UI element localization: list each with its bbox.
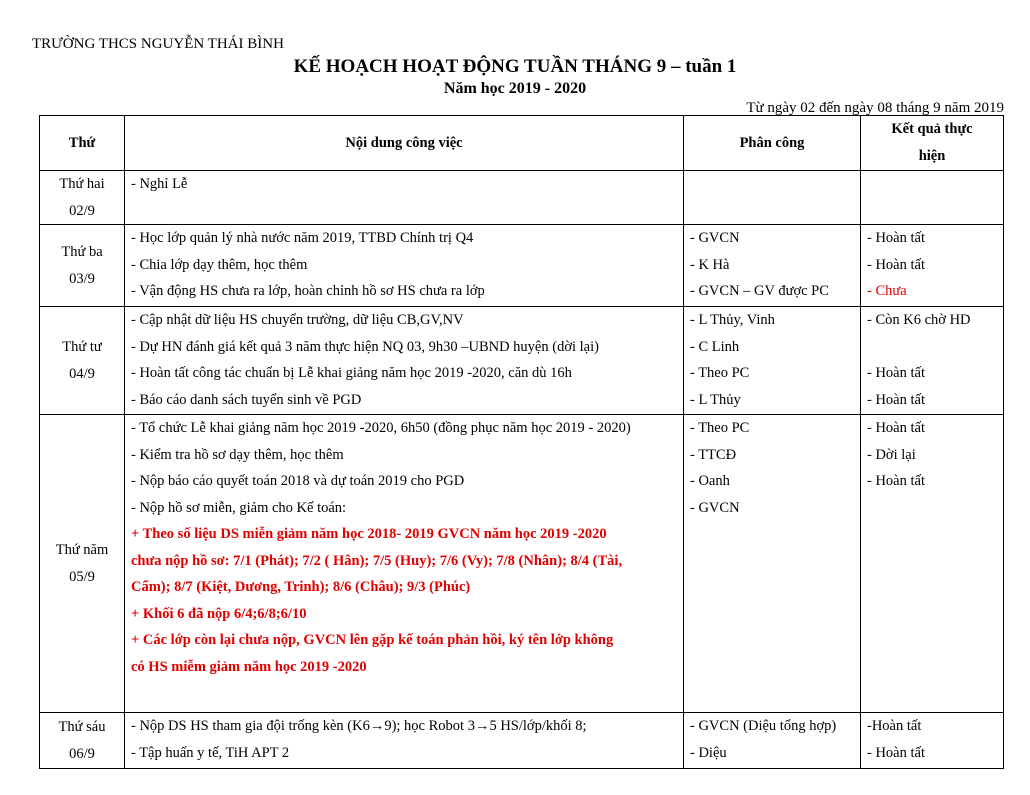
result-cell	[861, 225, 1004, 307]
content-line: - Hoàn tất công tác chuẩn bị Lễ khai giảng năm học 2019 -2020, căn dù 16h	[131, 365, 572, 381]
school-name: TRƯỜNG THCS NGUYỄN THÁI BÌNH	[32, 36, 284, 52]
result-cell	[861, 307, 1004, 415]
result-line: - Hoàn tất	[867, 256, 925, 273]
content-line: - Học lớp quản lý nhà nước năm 2019, TTBD Chính trị Q4	[131, 230, 474, 246]
content-line: - Nộp DS HS tham gia đội trống kèn (K6→9); học Robot 3→5 HS/lớp/khối 8;	[131, 718, 587, 734]
result-line: - Hoàn tất	[867, 230, 925, 246]
day-date: 05/9	[69, 568, 95, 585]
assign-line: - C Linh	[690, 338, 740, 355]
content-cell	[125, 171, 684, 225]
result-cell	[861, 415, 1004, 713]
day-name: Thứ năm	[55, 542, 109, 558]
content-cell	[125, 225, 684, 307]
content-line: - Tập huấn y tế, TiH APT 2	[131, 744, 290, 761]
assign-cell	[684, 171, 861, 225]
content-line: - Vận động HS chưa ra lớp, hoàn chỉnh hồ sơ HS chưa ra lớp	[131, 283, 485, 299]
assign-line: - GVCN (Diệu tổng hợp)	[690, 718, 837, 734]
assign-line: - K Hà	[690, 256, 730, 273]
day-cell	[40, 713, 125, 769]
table-row	[40, 225, 1004, 307]
school-year: Năm học 2019 - 2020	[443, 80, 587, 97]
day-date: 04/9	[69, 365, 95, 382]
day-date: 02/9	[69, 202, 95, 219]
result-line: - Hoàn tất	[867, 391, 925, 408]
table-row	[40, 171, 1004, 225]
content-line: - Tổ chức Lễ khai giảng năm học 2019 -2020, 6h50 (đồng phục năm học 2019 - 2020)	[131, 420, 631, 436]
day-cell	[40, 415, 125, 713]
day-date: 06/9	[69, 745, 95, 762]
result-line: - Còn K6 chờ HD	[867, 312, 971, 328]
assign-cell	[684, 307, 861, 415]
content-cell	[125, 307, 684, 415]
day-cell	[40, 307, 125, 415]
content-line: - Nộp báo cáo quyết toán 2018 và dự toán 2019 cho PGD	[131, 473, 465, 489]
date-range: Từ ngày 02 đến ngày 08 tháng 9 năm 2019	[746, 100, 1004, 116]
day-name: Thứ hai	[59, 176, 105, 192]
result-line: -Hoàn tất	[867, 718, 922, 734]
assign-line: - Oanh	[690, 473, 730, 489]
day-name: Thứ ba	[61, 244, 103, 260]
content-cell	[125, 415, 684, 713]
highlight-line: + Các lớp còn lại chưa nộp, GVCN lên gặp kế toán phản hồi, ký tên lớp không	[131, 632, 614, 648]
content-line: - Nộp hồ sơ miễn, giảm cho Kế toán:	[131, 499, 347, 516]
assign-line: - Diệu	[690, 744, 727, 761]
table-row	[40, 307, 1004, 415]
table-row	[40, 415, 1004, 713]
day-cell	[40, 225, 125, 307]
header-content: Nội dung công việc	[125, 116, 684, 171]
table-row	[40, 713, 1004, 769]
assign-cell	[684, 415, 861, 713]
content-cell	[125, 713, 684, 769]
day-date: 03/9	[69, 270, 95, 287]
header-assign: Phân công	[684, 116, 861, 171]
assign-line: - TTCĐ	[690, 446, 737, 463]
content-line: - Kiểm tra hồ sơ dạy thêm, học thêm	[131, 446, 344, 463]
result-line: - Hoàn tất	[867, 744, 925, 761]
content-line: - Chia lớp dạy thêm, học thêm	[131, 256, 308, 273]
header-result-line2: hiện	[918, 148, 946, 164]
assign-cell	[684, 713, 861, 769]
header-result-line1: Kết quả thực	[891, 121, 973, 137]
assign-line: - L Thủy, Vinh	[690, 312, 775, 328]
result-cell	[861, 713, 1004, 769]
content-line: - Báo cáo danh sách tuyển sinh về PGD	[131, 391, 362, 408]
assign-line: - GVCN – GV được PC	[690, 283, 829, 299]
content-line: - Dự HN đánh giá kết quả 3 năm thực hiện NQ 03, 9h30 –UBND huyện (dời lại)	[131, 338, 599, 355]
assign-cell	[684, 225, 861, 307]
content-line: - Nghỉ Lễ	[131, 176, 188, 192]
result-line: - Hoàn tất	[867, 420, 925, 436]
table-header-row	[40, 116, 1004, 171]
result-cell	[861, 171, 1004, 225]
assign-line: - Theo PC	[690, 365, 750, 381]
result-line-pending: - Chưa	[867, 283, 907, 299]
day-name: Thứ tư	[62, 339, 102, 355]
highlight-line: chưa nộp hồ sơ: 7/1 (Phát); 7/2 ( Hân); 7/5 (Huy); 7/6 (Vy); 7/8 (Nhân); 8/4 (Tài,	[131, 552, 623, 569]
day-cell	[40, 171, 125, 225]
result-line: - Hoàn tất	[867, 473, 925, 489]
highlight-line: có HS miễm giảm năm học 2019 -2020	[131, 658, 367, 675]
result-line: - Hoàn tất	[867, 365, 925, 381]
assign-line: - L Thủy	[690, 391, 741, 408]
weekly-plan-table	[39, 115, 1004, 769]
document-title: KẾ HOẠCH HOẠT ĐỘNG TUẦN THÁNG 9 – tuần 1	[293, 56, 737, 77]
result-line: - Dời lại	[867, 446, 916, 463]
assign-line: - Theo PC	[690, 420, 750, 436]
header-result	[861, 116, 1004, 171]
result-line	[867, 334, 997, 361]
day-name: Thứ sáu	[58, 719, 106, 735]
highlight-line: + Khối 6 đã nộp 6/4;6/8;6/10	[131, 605, 307, 622]
highlight-line: Cẩm); 8/7 (Kiệt, Dương, Trinh); 8/6 (Châu); 9/3 (Phúc)	[131, 579, 471, 595]
assign-line: - GVCN	[690, 230, 740, 246]
highlight-line: + Theo số liệu DS miễn giảm năm học 2018- 2019 GVCN năm học 2019 -2020	[131, 526, 607, 542]
header-day: Thứ	[40, 116, 125, 171]
content-line: - Cập nhật dữ liệu HS chuyển trường, dữ liệu CB,GV,NV	[131, 312, 464, 328]
assign-line: - GVCN	[690, 499, 740, 516]
